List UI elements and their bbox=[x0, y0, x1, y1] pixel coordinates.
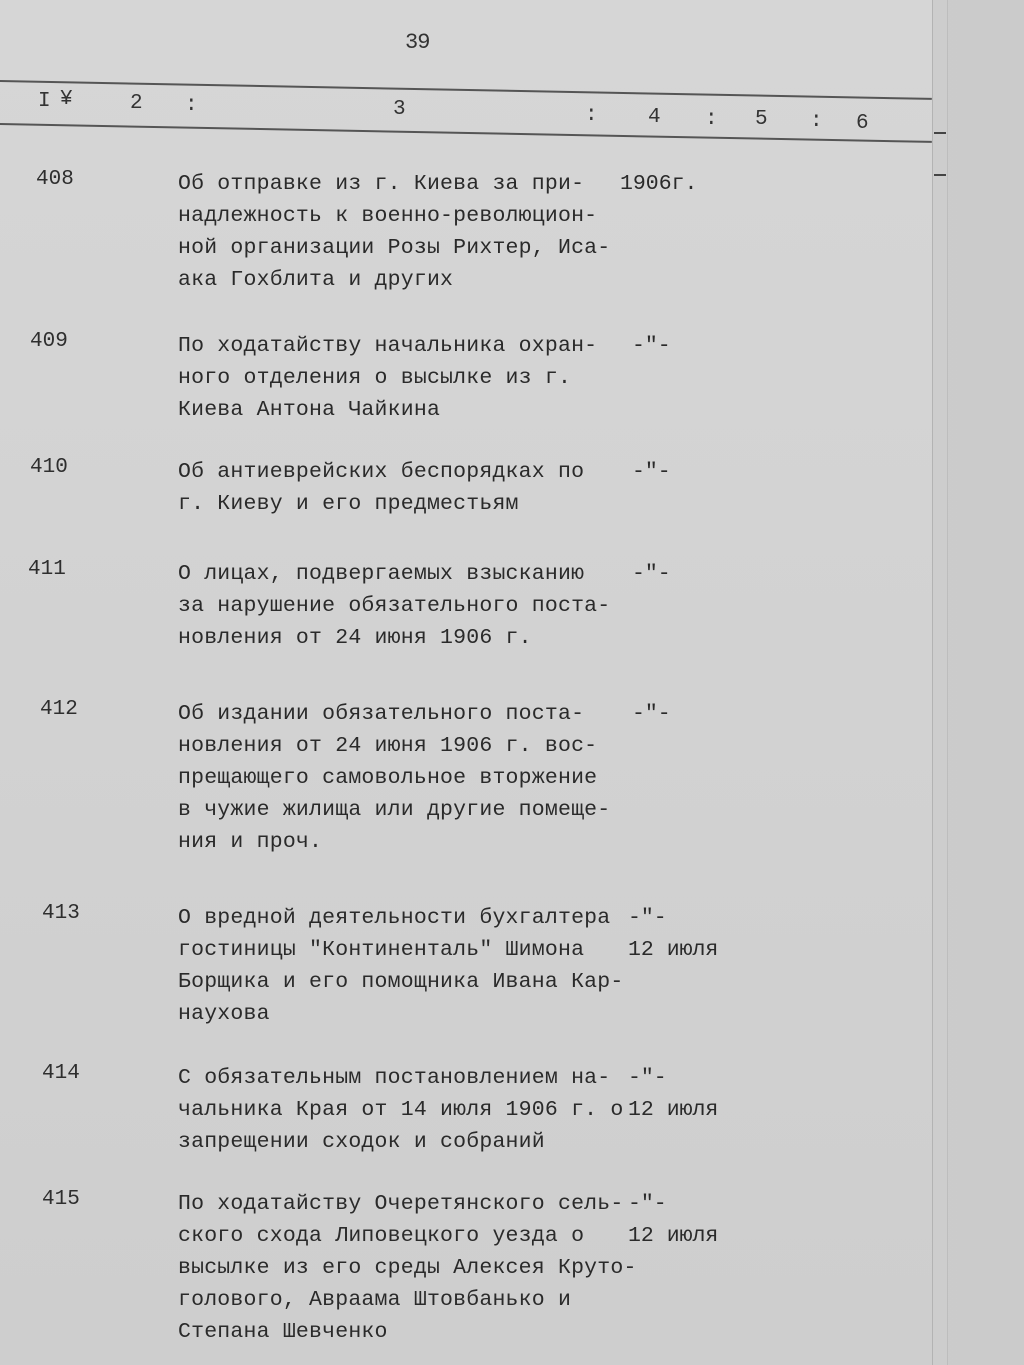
entry-number: 409 bbox=[30, 330, 68, 353]
entry-date bbox=[628, 902, 718, 966]
column-header: : bbox=[585, 104, 598, 127]
entry-title-line: Об издании обязательного поста- bbox=[178, 702, 585, 726]
entry-title-line: надлежность к военно-революцион- bbox=[178, 204, 598, 228]
column-header: : bbox=[705, 108, 718, 131]
column-header: I bbox=[38, 90, 51, 113]
entry-title bbox=[178, 698, 638, 858]
entry-date-line: -"- bbox=[632, 334, 671, 358]
entry-title-line: Борщика и его помощника Ивана Кар- bbox=[178, 970, 624, 994]
entry-title-line: наухова bbox=[178, 1002, 270, 1026]
page-edge-strip bbox=[932, 0, 948, 1365]
entry-date bbox=[632, 330, 671, 362]
column-header: : bbox=[185, 94, 198, 117]
entry-title-line: высылке из его среды Алексея Круто- bbox=[178, 1256, 637, 1280]
entry-number: 412 bbox=[40, 698, 78, 721]
entry-date bbox=[632, 698, 671, 730]
entry-title bbox=[178, 902, 638, 1030]
entry-title-line: ака Гохблита и других bbox=[178, 268, 454, 292]
entry-title-line: Степана Шевченко bbox=[178, 1320, 388, 1344]
entry-number: 415 bbox=[42, 1188, 80, 1211]
entry-date-line: 12 июля bbox=[628, 1098, 719, 1122]
edge-tick-mark bbox=[934, 174, 946, 176]
entry-date-line: -"- bbox=[628, 1192, 667, 1216]
entry-date-line: 12 июля bbox=[628, 938, 719, 962]
entry-title-line: Об антиеврейских беспорядках по bbox=[178, 460, 585, 484]
entry-title-line: за нарушение обязательного поста- bbox=[178, 594, 611, 618]
column-header: 2 bbox=[130, 92, 143, 115]
entry-title-line: По ходатайству начальника охран- bbox=[178, 334, 598, 358]
entry-title-line: По ходатайству Очеретянского сель- bbox=[178, 1192, 624, 1216]
entry-date-line: -"- bbox=[632, 702, 671, 726]
entry-title-line: О лицах, подвергаемых взысканию bbox=[178, 562, 585, 586]
entry-date bbox=[620, 168, 697, 200]
entry-title-line: запрещении сходок и собраний bbox=[178, 1130, 545, 1154]
entry-date bbox=[628, 1062, 718, 1126]
entry-title-line: новления от 24 июня 1906 г. вос- bbox=[178, 734, 598, 758]
column-header: ¥ bbox=[60, 88, 73, 111]
entry-date-line: -"- bbox=[632, 562, 671, 586]
entry-title-line: ния и проч. bbox=[178, 830, 323, 854]
entry-number: 413 bbox=[42, 902, 80, 925]
entry-date-line: 1906г. bbox=[620, 172, 698, 196]
entry-date-line: -"- bbox=[628, 1066, 667, 1090]
entry-date bbox=[632, 558, 671, 590]
entry-title-line: в чужие жилища или другие помеще- bbox=[178, 798, 611, 822]
entry-title bbox=[178, 168, 638, 296]
entry-title-line: ной организации Розы Рихтер, Иса- bbox=[178, 236, 611, 260]
entry-number: 411 bbox=[28, 558, 66, 581]
page-number: 39 bbox=[405, 30, 430, 55]
entry-title-line: ского схода Липовецкого уезда о bbox=[178, 1224, 585, 1248]
entry-date bbox=[632, 456, 671, 488]
entry-title-line: новления от 24 июня 1906 г. bbox=[178, 626, 532, 650]
entry-title bbox=[178, 1188, 638, 1348]
entry-title-line: С обязательным постановлением на- bbox=[178, 1066, 611, 1090]
column-header: 6 bbox=[856, 112, 869, 135]
entry-date-line: -"- bbox=[628, 906, 667, 930]
edge-tick-mark bbox=[934, 132, 946, 134]
entry-title-line: Об отправке из г. Киева за при- bbox=[178, 172, 585, 196]
entry-title-line: гостиницы "Континенталь" Шимона bbox=[178, 938, 585, 962]
entry-title-line: О вредной деятельности бухгалтера bbox=[178, 906, 611, 930]
column-header: 4 bbox=[648, 106, 661, 129]
entry-title bbox=[178, 456, 638, 520]
entry-date bbox=[628, 1188, 718, 1252]
entry-date-line: 12 июля bbox=[628, 1224, 719, 1248]
entry-number: 410 bbox=[30, 456, 68, 479]
entry-title bbox=[178, 330, 638, 426]
entry-title-line: прещающего самовольное вторжение bbox=[178, 766, 598, 790]
entry-title bbox=[178, 558, 638, 654]
entry-number: 414 bbox=[42, 1062, 80, 1085]
entry-title-line: голового, Авраама Штовбанько и bbox=[178, 1288, 572, 1312]
entry-title-line: ного отделения о высылке из г. bbox=[178, 366, 572, 390]
entry-date-line: -"- bbox=[632, 460, 671, 484]
entry-number: 408 bbox=[36, 168, 74, 191]
header-rule-bottom bbox=[0, 123, 932, 143]
column-header: : bbox=[810, 110, 823, 133]
entry-title-line: чальника Края от 14 июля 1906 г. о bbox=[178, 1098, 624, 1122]
column-header: 5 bbox=[755, 108, 768, 131]
entry-title bbox=[178, 1062, 638, 1158]
entry-title-line: Киева Антона Чайкина bbox=[178, 398, 441, 422]
entry-title-line: г. Киеву и его предместьям bbox=[178, 492, 519, 516]
column-header: 3 bbox=[393, 98, 406, 121]
